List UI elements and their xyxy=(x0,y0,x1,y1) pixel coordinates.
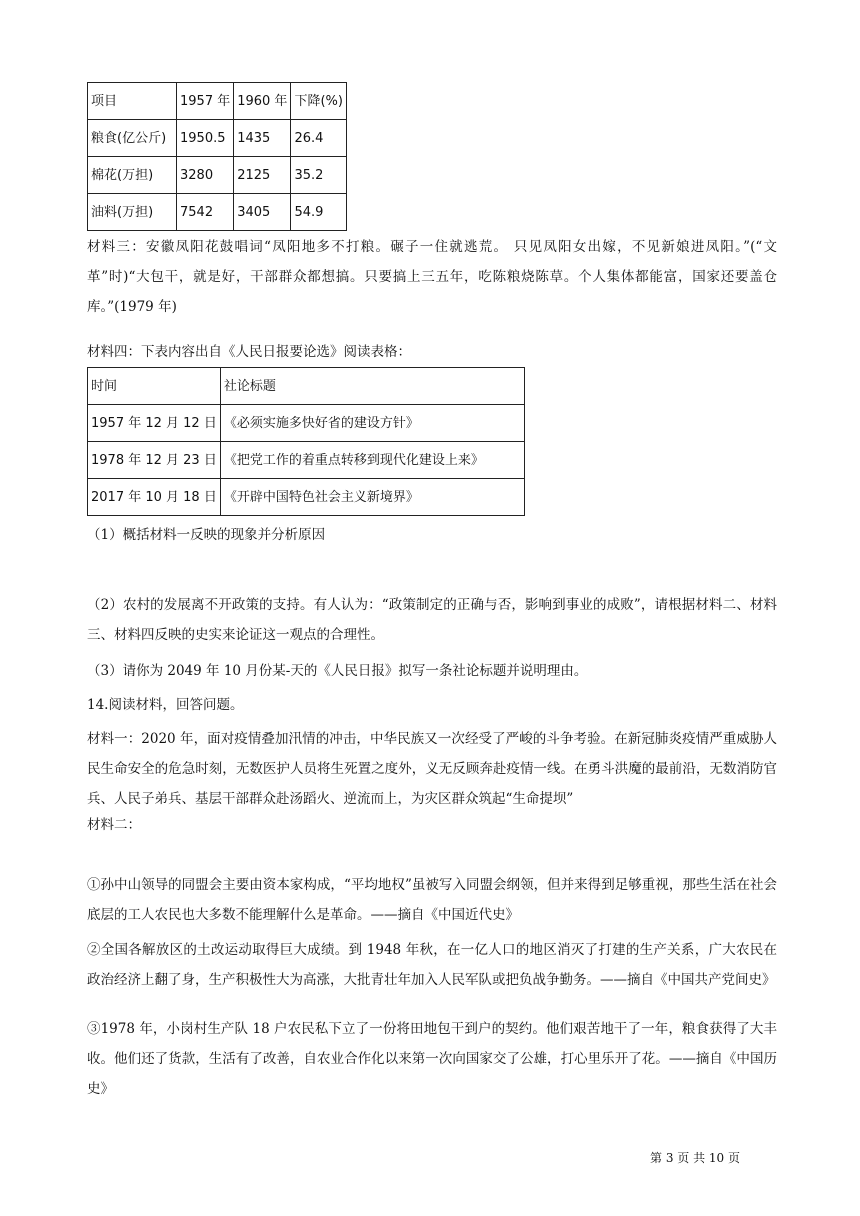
table-row xyxy=(88,479,525,516)
table-header-row xyxy=(88,83,347,120)
table-cell: 时间 xyxy=(88,368,221,405)
table-cell: 棉花(万担) xyxy=(88,157,177,194)
table-header-row xyxy=(88,368,525,405)
material-three-text: 材料三：安徽凤阳花鼓唱词“凤阳地多不打粮。碾子一住就逃荒。 只见凤阳女出嫁，不见新娘进凤阳。”(“文革”时)“大包干，就是好，干部群众都想搞。只要搞上三五年，吃陈粮烧陈草。个人集体都能富，国家还要盖仓库。”(1979 年) xyxy=(87,239,777,315)
table-row xyxy=(88,157,347,194)
table-cell: 7542 xyxy=(177,194,234,231)
table-cell: 社论标题 xyxy=(220,368,524,405)
table-cell: 2125 xyxy=(234,157,291,194)
table-cell: 《开辟中国特色社会主义新境界》 xyxy=(220,479,524,516)
table-cell: 项目 xyxy=(88,83,177,120)
table-cell: 1978 年 12 月 23 日 xyxy=(88,442,221,479)
table-cell: 1957 年 xyxy=(177,83,234,120)
table-cell: 《把党工作的着重点转移到现代化建设上来》 xyxy=(220,442,524,479)
table-cell: 油料(万担) xyxy=(88,194,177,231)
table-row xyxy=(88,120,347,157)
table-cell: 1960 年 xyxy=(234,83,291,120)
table-row xyxy=(88,442,525,479)
table-cell: 3280 xyxy=(177,157,234,194)
question-2: （2）农村的发展离不开政策的支持。有人认为：“政策制定的正确与否，影响到事业的成败”，请根据材料二、材料三、材料四反映的史实来论证这一观点的合理性。 xyxy=(87,597,777,643)
editorial-titles-table xyxy=(87,367,525,516)
q14-item-1: ①孙中山领导的同盟会主要由资本家构成，“平均地权”虽被写入同盟会纲领，但并来得到足够重视，那些生活在社会底层的工人农民也大多数不能理解什么是革命。——摘自《中国近代史》 xyxy=(87,877,777,923)
question-3: （3）请你为 2049 年 10 月份某-天的《人民日报》拟写一条社论标题并说明理由。 xyxy=(87,663,588,679)
question-14-title: 14.阅读材料，回答问题。 xyxy=(87,697,244,713)
table-cell: 26.4 xyxy=(291,120,347,157)
table-cell: 下降(%) xyxy=(291,83,347,120)
table-row xyxy=(88,194,347,231)
table-cell: 3405 xyxy=(234,194,291,231)
table-cell: 1950.5 xyxy=(177,120,234,157)
q14-material-two-label: 材料二： xyxy=(87,817,141,833)
table-cell: 粮食(亿公斤) xyxy=(88,120,177,157)
q14-material-one: 材料一：2020 年，面对疫情叠加汛情的冲击，中华民族又一次经受了严峻的斗争考验。在新冠肺炎疫情严重威胁人民生命安全的危急时刻，无数医护人员将生死置之度外，义无反顾奔赴疫情一线。在勇斗洪魔的最前沿，无数消防官兵、人民子弟兵、基层干部群众赴汤蹈火、逆流而上，为灾区群众筑起“生命提坝” xyxy=(87,731,777,807)
production-decline-table xyxy=(87,82,347,231)
table-cell: 《必须实施多快好省的建设方针》 xyxy=(220,405,524,442)
q14-item-3: ③1978 年，小岗村生产队 18 户农民私下立了一份将田地包干到户的契约。他们艰苦地干了一年，粮食获得了大丰收。他们还了货款，生活有了改善，自农业合作化以来第一次向国家交了公雄，打心里乐开了花。——摘自《中国历史》 xyxy=(87,1021,777,1097)
table-cell: 1435 xyxy=(234,120,291,157)
table-cell: 54.9 xyxy=(291,194,347,231)
table-cell: 35.2 xyxy=(291,157,347,194)
table-cell: 2017 年 10 月 18 日 xyxy=(88,479,221,516)
material-four-intro: 材料四：下表内容出自《人民日报要论选》阅读表格： xyxy=(87,344,411,360)
table-cell: 1957 年 12 月 12 日 xyxy=(88,405,221,442)
table-row xyxy=(88,405,525,442)
q14-item-2: ②全国各解放区的土改运动取得巨大成绩。到 1948 年秋，在一亿人口的地区消灭了打建的生产关系，广大农民在政治经济上翻了身，生产积极性大为高涨，大批青壮年加入人民军队或把负战争勤务。——摘自《中国共产党间史》 xyxy=(87,942,777,988)
page-number: 第 3 页 共 10 页 xyxy=(650,1151,740,1165)
question-1: （1）概括材料一反映的现象并分析原因 xyxy=(87,527,326,543)
